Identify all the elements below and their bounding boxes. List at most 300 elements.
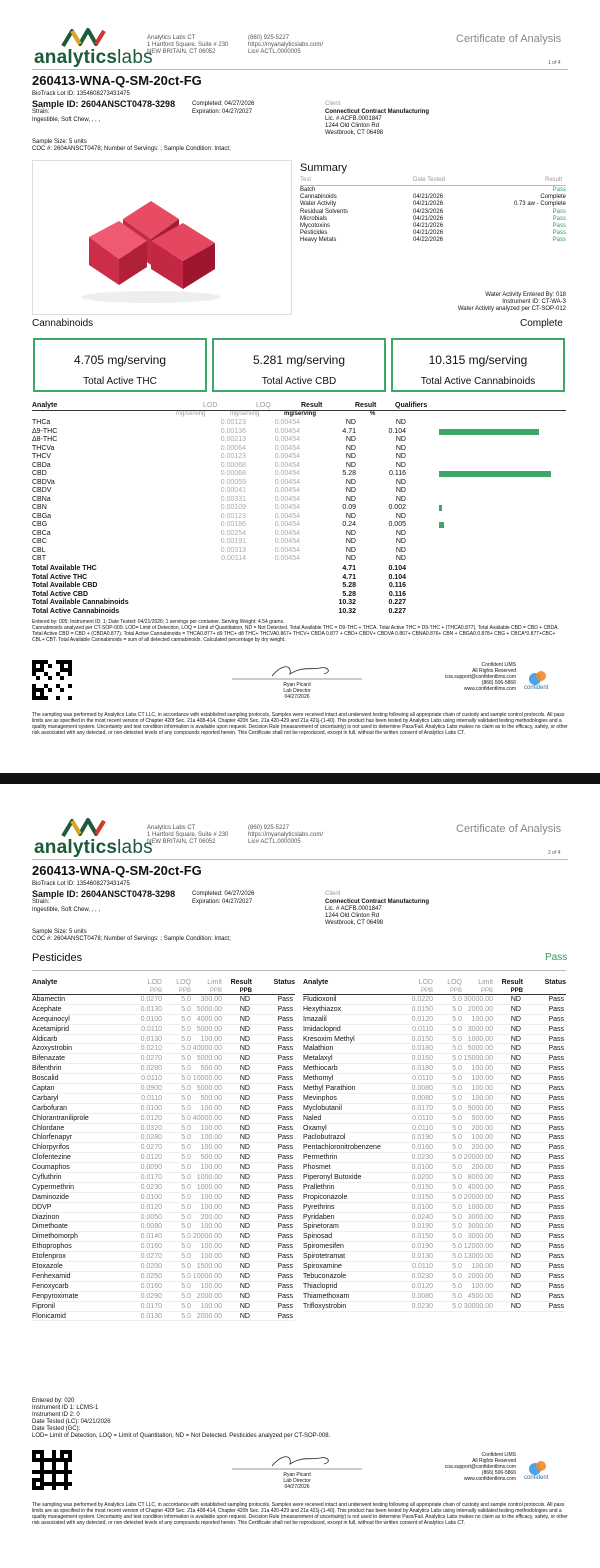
pesticide-limit: 100.00 [471, 1282, 493, 1290]
cannabinoid-row [32, 453, 566, 462]
pesticide-limit: 100.00 [200, 1124, 222, 1132]
pesticide-limit: 1000.00 [467, 1035, 493, 1043]
summary-table [300, 187, 566, 245]
pesticide-status: Pass [548, 1085, 564, 1093]
pesticide-result: ND [510, 1124, 521, 1132]
cannabinoid-percent: ND [395, 444, 406, 452]
completed-date: Completed: 04/27/2026 [192, 891, 255, 897]
pesticide-lod: 0.0130 [140, 1005, 162, 1013]
cannabinoid-result: ND [345, 478, 356, 486]
strain-value: Ingestible, Soft Chew, , , , [32, 117, 101, 123]
cannabinoid-loq: 0.00454 [274, 487, 300, 494]
signature-block: Ryan Picard Lab Director 04/27/2026 [283, 682, 311, 700]
pesticide-row [32, 1173, 295, 1183]
pesticides-status: Pass [545, 952, 568, 963]
pesticide-row [303, 1272, 566, 1282]
pesticide-analyte: Dimethoate [32, 1223, 68, 1231]
cannabinoid-loq: 0.00454 [274, 436, 300, 443]
pesticide-row [32, 1262, 295, 1272]
pesticide-status: Pass [548, 1292, 564, 1300]
cannabinoid-name: CBC [32, 538, 47, 545]
pesticide-result: ND [510, 1174, 521, 1182]
pesticide-lod: 0.0160 [140, 1243, 162, 1251]
cannabinoid-result: 0.09 [342, 504, 356, 511]
strain-label: Strain: [32, 899, 50, 905]
cannabinoid-result: 5.28 [342, 470, 356, 477]
pesticide-result: ND [239, 1065, 250, 1073]
pesticide-analyte: Carbaryl [32, 1094, 59, 1102]
pesticide-header [32, 978, 295, 987]
pesticide-limit: 8000.00 [467, 1174, 493, 1182]
cannabinoid-result: ND [345, 487, 356, 494]
summary-row [300, 201, 566, 208]
pesticide-status: Pass [277, 1272, 293, 1280]
pesticide-result: ND [239, 1282, 250, 1290]
pesticide-result: ND [239, 1094, 250, 1102]
pesticide-col-limit: Limit [207, 979, 222, 986]
summary-result: Pass [552, 237, 566, 244]
summary-result: Pass [552, 215, 566, 222]
pesticide-analyte: Fenhexamid [32, 1272, 71, 1280]
pesticide-status: Pass [548, 1203, 564, 1211]
pesticide-loq: 5.0 [181, 1035, 191, 1043]
pesticide-col-result: Result [230, 979, 252, 986]
pesticide-lod: 0.0190 [411, 1243, 433, 1251]
summary-result: Complete [540, 194, 566, 201]
biotrack-id: BioTrack Lot ID: 1354608273431475 [32, 91, 130, 97]
expiration-date: Expiration: 04/27/2027 [192, 899, 253, 905]
cannabinoid-row [32, 538, 566, 547]
pesticide-limit: 100.00 [200, 1282, 222, 1290]
total-percent: 0.116 [388, 582, 406, 589]
cannabinoid-loq: 0.00454 [274, 521, 300, 528]
pesticide-analyte: Hexythiazox [303, 1005, 342, 1013]
pesticide-row [32, 1025, 295, 1035]
cannabinoid-row [32, 504, 566, 513]
pesticide-result: ND [239, 1253, 250, 1261]
cannabinoid-loq: 0.00454 [274, 470, 300, 477]
cannabinoid-lod: 0.00186 [220, 521, 246, 528]
pesticide-analyte: Acephate [32, 1005, 62, 1013]
client-label: Client [325, 891, 341, 897]
pesticide-limit: 200.00 [200, 1213, 222, 1221]
total-name: Total Available THC [32, 565, 97, 572]
cannabinoid-loq: 0.00454 [274, 427, 300, 435]
pesticide-result: ND [239, 1213, 250, 1221]
pesticide-analyte: Thiacloprid [303, 1282, 338, 1290]
cannabinoid-name: CBDVa [32, 478, 55, 486]
pesticide-analyte: Fipronil [32, 1302, 55, 1310]
cannabinoid-lod: 0.00068 [220, 461, 246, 469]
pesticide-lod: 0.0230 [411, 1302, 433, 1310]
pesticide-limit: 4000.00 [467, 1183, 493, 1191]
pesticide-analyte: Azoxystrobin [32, 1045, 73, 1053]
pesticide-analyte: Tebuconazole [303, 1272, 347, 1280]
pesticide-lod: 0.0170 [140, 1174, 162, 1182]
pesticide-result: ND [510, 1164, 521, 1172]
cannabinoid-name: CBD [32, 470, 47, 477]
pesticide-loq: 5.0 [181, 1282, 191, 1290]
pesticide-lod: 0.0110 [412, 1114, 433, 1122]
pesticide-result: ND [510, 1085, 521, 1093]
pesticide-row [32, 1242, 295, 1252]
cannabinoid-row [32, 445, 566, 454]
lab-contact: (860) 925-5227 https://myanalyticslabs.com/ Lic# ACTL.0000005 [248, 35, 324, 55]
pesticide-lod: 0.0280 [140, 1134, 162, 1142]
cannabinoid-row [32, 436, 566, 445]
cannabinoid-name: CBT [32, 555, 46, 562]
pesticide-lod: 0.0200 [140, 1263, 162, 1271]
pesticide-analyte: Thiamethoxam [303, 1292, 350, 1300]
pesticide-lod: 0.0270 [140, 1055, 162, 1063]
cannabinoid-result: ND [345, 538, 356, 545]
pesticide-loq: 5.0 [452, 1183, 462, 1191]
pesticide-limit: 30000.00 [463, 996, 493, 1003]
summary-row [300, 187, 566, 194]
pesticide-result: ND [239, 1263, 250, 1271]
pesticide-status: Pass [548, 1183, 564, 1191]
pesticide-loq: 5.0 [452, 1015, 462, 1023]
pesticide-units [303, 987, 566, 995]
pesticide-status: Pass [548, 1015, 564, 1023]
cannabinoid-loq: 0.00454 [274, 546, 300, 554]
cannabinoid-result: ND [345, 419, 356, 426]
cannabinoid-lod: 0.00254 [220, 529, 246, 537]
pesticide-lod: 0.0120 [140, 1203, 162, 1211]
lab-logo-icon [60, 816, 110, 838]
cannabinoid-result: ND [345, 512, 356, 520]
pesticide-lod: 0.0900 [140, 1085, 162, 1093]
pesticide-row [303, 1035, 566, 1045]
pesticide-result: ND [239, 1144, 250, 1152]
pesticide-row [32, 1074, 295, 1084]
cannabinoid-lod: 0.00123 [220, 512, 246, 520]
pesticide-lod: 0.0160 [411, 1144, 433, 1152]
cannabinoid-lod: 0.00123 [220, 419, 246, 426]
pesticide-result: ND [510, 1154, 521, 1162]
pesticide-row [303, 1015, 566, 1025]
pesticide-result: ND [510, 1094, 521, 1102]
pesticide-limit: 100.00 [200, 1104, 222, 1112]
summary-row [300, 237, 566, 244]
cann-unit-result: mg/serving [284, 411, 317, 417]
pesticide-lod: 0.0110 [141, 1094, 162, 1102]
pesticide-result: ND [239, 1174, 250, 1182]
pesticide-row [32, 1203, 295, 1213]
pesticide-analyte: Bifenthrin [32, 1065, 62, 1073]
pesticide-lod: 0.0090 [140, 1223, 162, 1231]
cannabinoid-row [32, 521, 566, 530]
pesticide-analyte: Malathion [303, 1045, 334, 1053]
cannabinoid-row [32, 547, 566, 556]
pesticide-loq: 5.0 [181, 1015, 191, 1023]
pesticide-lod: 0.0170 [140, 1302, 162, 1310]
pesticide-row [303, 1222, 566, 1232]
client-info: Connecticut Contract Manufacturing Lic. # ACFB.0001847 1244 Old Clinton Rd Westbrook, CT 06498 [325, 899, 430, 926]
cannabinoid-name: THCVa [32, 444, 55, 452]
pesticide-loq: 5.0 [181, 1055, 191, 1063]
pesticide-limit: 100.00 [471, 1094, 493, 1102]
pesticide-lod: 0.0100 [140, 1015, 162, 1023]
cannabinoid-loq: 0.00454 [274, 504, 300, 511]
pesticide-row [32, 995, 295, 1005]
pesticide-row [32, 1114, 295, 1124]
pesticide-analyte: Pentachloronitrobenzene [303, 1144, 381, 1152]
summary-row [300, 209, 566, 216]
pesticide-status: Pass [548, 1164, 564, 1172]
cannabinoid-loq: 0.00454 [274, 461, 300, 469]
pesticide-result: ND [510, 1114, 521, 1122]
pesticide-loq: 5.0 [181, 1134, 191, 1142]
pesticide-lod: 0.0150 [411, 1233, 433, 1241]
cannabinoid-bar [439, 429, 539, 435]
pesticide-col-lod: LOD [418, 979, 433, 986]
pesticide-col-status: Status [544, 979, 566, 986]
pesticide-result: ND [510, 1272, 521, 1280]
pesticide-limit: 500.00 [200, 1094, 222, 1102]
cannabinoid-name: CBG [32, 521, 48, 528]
pesticide-col-lod: LOD [147, 979, 162, 986]
page-number: 1 of 4 [548, 60, 561, 66]
pesticide-status: Pass [277, 1292, 293, 1300]
qr-code-icon[interactable] [32, 1450, 72, 1490]
pesticide-limit: 40000.00 [192, 1045, 222, 1053]
pesticide-row [303, 1232, 566, 1242]
pesticide-result: ND [239, 1312, 250, 1320]
pesticide-lod: 0.0120 [411, 1015, 433, 1023]
pesticide-analyte: Pyrethrins [303, 1203, 335, 1211]
sample-size: Sample Size: 5 units [32, 929, 87, 935]
signature-icon [232, 1452, 362, 1470]
summary-test: Batch [300, 187, 316, 193]
summary-date: 04/21/2026 [413, 230, 444, 237]
sample-code: 260413-WNA-Q-SM-20ct-FG [32, 863, 202, 878]
cannabinoid-loq: 0.00454 [274, 478, 300, 486]
pesticide-lod: 0.0250 [140, 1272, 162, 1280]
total-name: Total Active Cannabinoids [32, 607, 120, 615]
pesticide-row [303, 1054, 566, 1064]
total-name: Total Active CBD [32, 590, 89, 598]
pesticide-lod: 0.0220 [411, 996, 433, 1003]
pesticide-status: Pass [277, 1253, 293, 1261]
pesticide-row [303, 1133, 566, 1143]
expiration-date: Expiration: 04/27/2027 [192, 109, 253, 115]
cannabinoid-bar [439, 522, 444, 528]
pesticide-status: Pass [277, 1085, 293, 1093]
pesticide-lod: 0.0210 [140, 1045, 162, 1053]
confident-lims-info: Confident LIMS All Rights Reserved coa.support@confidentlims.com (866) 506-5866 www.confidentlims.com [444, 1452, 516, 1482]
pesticide-limit: 100.00 [200, 1203, 222, 1211]
pesticide-analyte: Naled [303, 1114, 322, 1122]
pesticide-lod: 0.0230 [411, 1154, 433, 1162]
pesticide-lod: 0.0080 [411, 1094, 433, 1102]
pesticide-status: Pass [548, 1005, 564, 1013]
pesticide-limit: 5000.00 [196, 1085, 222, 1093]
pesticide-loq: 5.0 [452, 1055, 462, 1063]
pesticide-lod: 0.0320 [140, 1124, 162, 1132]
pesticide-status: Pass [277, 1055, 293, 1063]
pesticide-analyte: Permethrin [303, 1154, 338, 1162]
pesticide-loq: 5.0 [181, 1164, 191, 1172]
pesticide-analyte: Coumaphos [32, 1164, 70, 1172]
pesticide-loq: 5.0 [452, 1253, 462, 1261]
cannabinoid-notes: Entered by: 005; Instrument ID: 1; Date Tested: 04/21/2026; 1 servings per container. Serving Weight: 4.54 grams. Cannabinoids analyzed per CT-SOP-009. LOD= Limit of Detection, LOQ = Limit of Quantitation, ND = Not Detected. Total Available THC = D9-THC + THCA. Total Active THC = D9-THC + (THCA0.877). Total Available CBD = CBD + CBDA. Total Active CBD = CBD + (CBDA0.877). Total Active Cannabinoids = THCA0.877+ d9 THC+ d8 THC+ THCVA0.867+ THCV+ CBDA 0.877 + CBD+ CBDV+ CBDVA 0.867+ CBNA0.876+ CBN + CBGA0.0.878+ CBG + CBCA*0.877+CBC+ CBL+ CBT. Total Available Cannabinoids = sum of all detected cannabinoids. Calculated percentage by dry weight. [32, 619, 559, 643]
coc-info: COC #: 2604ANSCT0478; Number of Servings: ; Sample Condition: Intact; [32, 146, 231, 152]
pesticide-row [303, 1252, 566, 1262]
cannabinoid-name: CBCa [32, 529, 51, 537]
summary-title: Summary [300, 162, 348, 174]
confident-logo-icon [527, 1460, 549, 1476]
pesticide-row [303, 1044, 566, 1054]
summary-col-result: Result [545, 177, 563, 183]
pesticide-analyte: Propiconazole [303, 1193, 348, 1201]
cannabinoid-bar [439, 471, 551, 477]
pesticide-status: Pass [277, 1312, 293, 1320]
pesticide-loq: 5.0 [452, 1193, 462, 1201]
pesticide-row [303, 1282, 566, 1292]
pesticide-lod: 0.0110 [141, 1025, 162, 1033]
cannabinoid-lod: 0.00313 [220, 546, 246, 554]
pesticide-lod: 0.0120 [140, 1114, 162, 1122]
pesticide-loq: 5.0 [181, 1075, 191, 1083]
pesticide-loq: 5.0 [452, 1065, 462, 1073]
pesticide-row [303, 1064, 566, 1074]
total-percent: 0.227 [388, 599, 406, 606]
pesticide-row [32, 1054, 295, 1064]
pesticide-status: Pass [277, 1025, 293, 1033]
pesticide-result: ND [510, 1253, 521, 1261]
cannabinoid-total-row [32, 582, 566, 591]
pesticide-result: ND [510, 1075, 521, 1083]
summary-result: Pass [552, 222, 566, 229]
total-name: Total Available Cannabinoids [32, 599, 129, 606]
pesticide-loq: 5.0 [181, 1114, 191, 1122]
cannabinoid-total-row [32, 608, 566, 617]
pesticide-table-left [32, 978, 295, 1321]
cannabinoid-result: 0.24 [342, 521, 356, 528]
pesticide-loq: 5.0 [181, 1302, 191, 1310]
pesticide-lod: 0.0130 [140, 1035, 162, 1043]
summary-date: 04/21/2026 [413, 201, 444, 208]
pesticide-status: Pass [548, 1193, 564, 1201]
pesticide-analyte: Imazalil [303, 1015, 327, 1023]
cannabinoid-percent: ND [395, 529, 406, 537]
cannabinoid-result: ND [345, 555, 356, 562]
doc-title: Certificate of Analysis [456, 823, 562, 835]
cannabinoid-totals [32, 565, 566, 616]
pesticide-limit: 10000.00 [192, 1272, 222, 1280]
pesticide-lod: 0.0230 [140, 1183, 162, 1191]
pesticide-lod: 0.0080 [411, 1085, 433, 1093]
cannabinoid-name: CBN [32, 504, 47, 511]
pesticide-lod: 0.0230 [411, 1272, 433, 1280]
pesticide-loq: 5.0 [452, 996, 462, 1003]
pesticide-loq: 5.0 [181, 1272, 191, 1280]
qr-code-icon[interactable] [32, 660, 72, 700]
pesticide-loq: 5.0 [452, 1035, 462, 1043]
pesticide-row [303, 1262, 566, 1272]
pesticide-row [32, 1272, 295, 1282]
cannabinoid-loq: 0.00454 [274, 495, 300, 503]
pesticide-lod: 0.0100 [140, 1104, 162, 1112]
pesticide-row [32, 1193, 295, 1203]
summary-test: Water Activity [300, 201, 337, 208]
cannabinoid-lod: 0.00191 [220, 538, 246, 545]
pesticide-col-loq: LOQ [176, 979, 191, 986]
pesticide-analyte: Acetamiprid [32, 1025, 69, 1033]
summary-test: Cannabinoids [300, 194, 337, 201]
signature-block: Ryan Picard Lab Director 04/27/2026 [283, 1472, 311, 1490]
pesticide-result: ND [239, 1292, 250, 1300]
sample-code: 260413-WNA-Q-SM-20ct-FG [32, 73, 202, 88]
cann-col-analyte: Analyte [32, 402, 58, 409]
pesticide-lod: 0.0160 [411, 1055, 433, 1063]
pesticide-limit: 4000.00 [196, 1015, 222, 1023]
pesticide-analyte: Cypermethrin [32, 1183, 75, 1191]
pesticide-result: ND [510, 1302, 521, 1310]
pesticide-row [32, 1183, 295, 1193]
pesticide-loq: 5.0 [452, 1164, 462, 1172]
pesticide-row [32, 1222, 295, 1232]
pesticide-lod: 0.0240 [411, 1213, 433, 1221]
pesticide-analyte: Phosmet [303, 1164, 331, 1172]
pesticide-result: ND [510, 1005, 521, 1013]
pesticide-result: ND [239, 1035, 250, 1043]
pesticide-result: ND [510, 1035, 521, 1043]
pesticide-analyte: Trifloxystrobin [303, 1302, 347, 1310]
pesticide-limit: 2000.00 [196, 1312, 222, 1320]
pesticide-row [32, 1282, 295, 1292]
cannabinoid-percent: ND [395, 419, 406, 426]
pesticide-analyte: Spiromesifen [303, 1243, 344, 1251]
pesticide-limit: 5000.00 [196, 1005, 222, 1013]
cannabinoid-row [32, 555, 566, 564]
pesticide-row [32, 1252, 295, 1262]
pesticide-loq: 5.0 [452, 1025, 462, 1033]
pesticide-result: ND [510, 1203, 521, 1211]
pesticide-limit: 100.00 [200, 1035, 222, 1043]
confident-brand: confident [524, 685, 549, 691]
pesticide-status: Pass [277, 1183, 293, 1191]
cannabinoid-name: CBDV [32, 487, 52, 494]
pesticide-status: Pass [277, 1174, 293, 1182]
cann-col-loq: LOQ [256, 402, 271, 409]
cannabinoid-name: CBDa [32, 461, 51, 469]
pesticide-limit: 200.00 [471, 1144, 493, 1152]
pesticide-limit: 20000.00 [192, 1233, 222, 1241]
pesticide-loq: 5.0 [181, 1154, 191, 1162]
pesticide-result: ND [239, 1104, 250, 1112]
pesticide-status: Pass [548, 1104, 564, 1112]
pesticide-status: Pass [277, 1065, 293, 1073]
pesticide-result: ND [510, 1055, 521, 1063]
pesticide-limit: 1000.00 [196, 1174, 222, 1182]
client-label: Client [325, 101, 341, 107]
pesticide-limit: 100.00 [200, 1243, 222, 1251]
cannabinoid-loq: 0.00454 [274, 555, 300, 562]
pesticide-analyte: Spiroxamine [303, 1263, 342, 1271]
pesticide-status: Pass [548, 996, 564, 1003]
page-number: 2 of 4 [548, 850, 561, 856]
pesticide-lod: 0.0170 [411, 1104, 433, 1112]
pesticide-lod: 0.0140 [140, 1233, 162, 1241]
pesticide-limit: 200.00 [471, 1164, 493, 1172]
pesticide-result: ND [239, 1183, 250, 1191]
pesticide-result: ND [239, 1164, 250, 1172]
cannabinoid-row [32, 479, 566, 488]
confident-logo-icon [527, 670, 549, 686]
pesticide-row [32, 1302, 295, 1312]
